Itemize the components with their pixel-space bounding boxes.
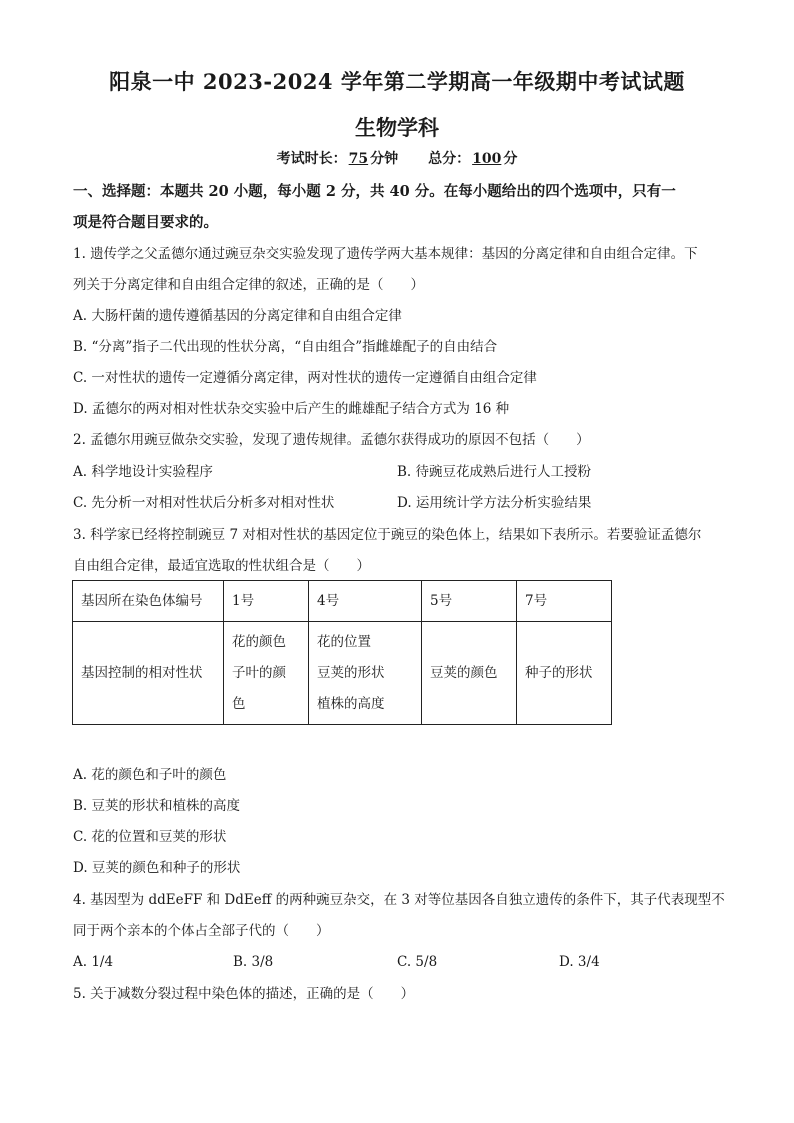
q2-option-d: D. 运用统计学方法分析实验结果 (397, 495, 592, 511)
q2-option-b: B. 待豌豆花成熟后进行人工授粉 (397, 464, 592, 480)
cell-line: 子叶的颜 (232, 664, 286, 681)
cell-line: 色 (232, 695, 246, 712)
q3-stem-line2: 自由组合定律，最适宜选取的性状组合是（ ） (73, 558, 370, 574)
q1-stem-line2: 列关于分离定律和自由组合定律的叙述，正确的是（ ） (73, 277, 424, 293)
q4-option-a: A. 1/4 (73, 954, 114, 970)
table-cell (309, 622, 422, 725)
q1-stem-line1: 1. 遗传学之父孟德尔通过豌豆杂交实验发现了遗传学两大基本规律：基因的分离定律和自由组合定律。下 (73, 246, 698, 262)
q4-stem-line2: 同于两个亲本的个体占全部子代的（ ） (73, 923, 330, 939)
section-heading-line1: 一、选择题：本题共 20 小题，每小题 2 分，共 40 分。在每小题给出的四个选项中，只有一 (73, 183, 676, 200)
table-cell: 7号 (517, 581, 612, 622)
table-cell: 豆荚的颜色 (422, 622, 517, 725)
q1-option-c: C. 一对性状的遗传一定遵循分离定律，两对性状的遗传一定遵循自由组合定律 (73, 370, 537, 386)
q3-option-a: A. 花的颜色和子叶的颜色 (73, 767, 227, 783)
q2-option-a: A. 科学地设计实验程序 (73, 464, 213, 480)
q3-option-d: D. 豆荚的颜色和种子的形状 (73, 860, 241, 876)
table-cell: 5号 (422, 581, 517, 622)
q1-option-d: D. 孟德尔的两对相对性状杂交实验中后产生的雌雄配子结合方式为 16 种 (73, 401, 510, 417)
duration-unit: 分钟 (370, 151, 399, 167)
cell-line: 植株的高度 (317, 695, 385, 712)
duration-value: 75 (348, 151, 369, 167)
duration-label: 考试时长： (276, 151, 347, 167)
table-cell: 基因所在染色体编号 (73, 581, 224, 622)
section-heading-line2: 项是符合题目要求的。 (73, 214, 218, 231)
gene-chromosome-table (72, 580, 612, 725)
q1-option-a: A. 大肠杆菌的遗传遵循基因的分离定律和自由组合定律 (73, 308, 402, 324)
exam-meta (0, 148, 794, 168)
total-unit: 分 (503, 151, 518, 167)
subject-title: 生物学科 (355, 115, 439, 140)
total-value: 100 (472, 151, 502, 167)
total-label: 总分： (428, 151, 471, 167)
q3-option-c: C. 花的位置和豆荚的形状 (73, 829, 227, 845)
q3-stem-line1: 3. 科学家已经将控制豌豆 7 对相对性状的基因定位于豌豆的染色体上，结果如下表所示。若要验证孟德尔 (73, 527, 702, 543)
q2-option-c: C. 先分析一对相对性状后分析多对相对性状 (73, 495, 335, 511)
q2-stem: 2. 孟德尔用豌豆做杂交实验，发现了遗传规律。孟德尔获得成功的原因不包括（ ） (73, 432, 590, 448)
cell-line: 花的颜色 (232, 633, 286, 650)
cell-line: 豆荚的形状 (317, 664, 385, 681)
q4-option-c: C. 5/8 (397, 954, 438, 970)
exam-title: 阳泉一中 2023-2024 学年第二学期高一年级期中考试试题 (109, 69, 685, 94)
table-cell: 基因控制的相对性状 (73, 622, 224, 725)
q1-option-b: B. “分离”指子二代出现的性状分离，“自由组合”指雌雄配子的自由结合 (73, 339, 498, 355)
q4-option-b: B. 3/8 (233, 954, 274, 970)
cell-line: 花的位置 (317, 633, 371, 650)
q5-stem: 5. 关于减数分裂过程中染色体的描述，正确的是（ ） (73, 986, 415, 1002)
table-cell: 4号 (309, 581, 422, 622)
q4-option-d: D. 3/4 (559, 954, 600, 970)
table-cell (224, 622, 309, 725)
table-cell: 1号 (224, 581, 309, 622)
q4-stem-line1: 4. 基因型为 ddEeFF 和 DdEeff 的两种豌豆杂交，在 3 对等位基因各自独立遗传的条件下，其子代表现型不 (73, 892, 725, 908)
table-cell: 种子的形状 (517, 622, 612, 725)
table-row (73, 581, 612, 622)
table-row (73, 622, 612, 725)
q3-option-b: B. 豆荚的形状和植株的高度 (73, 798, 241, 814)
